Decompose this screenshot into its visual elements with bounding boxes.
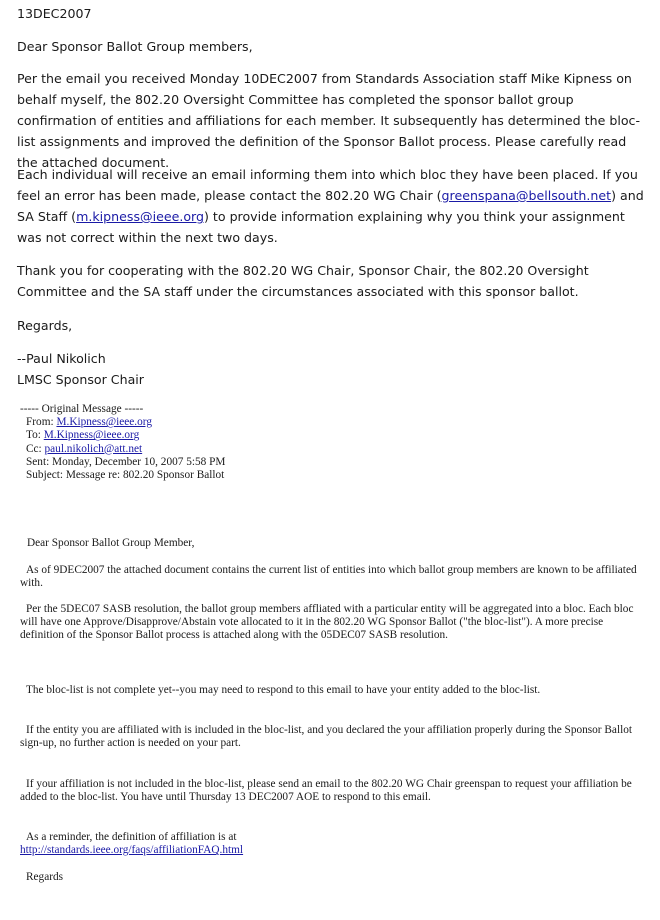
letter-paragraph-3: Thank you for cooperating with the 802.20 WG Chair, Sponsor Chair, the 802.20 Oversight Committee and the SA staff under the circumstances associated with this sponsor ballot. — [17, 263, 589, 299]
header-sent: Sent: Monday, December 10, 2007 5:58 PM — [26, 455, 226, 468]
header-from — [20, 416, 640, 429]
chair-email-link[interactable]: greenspana@bellsouth.net — [441, 188, 612, 203]
letter-paragraph-1: Per the email you received Monday 10DEC2007 from Standards Association staff Mike Kipness on behalf myself, the 802.20 Oversight Committee has completed the sponsor ballot group confirmation of entities and affiliations for each member. It subsequently has determined the bloc-list assignments and improved the definition of the Sponsor Ballot process. Please carefully read the attached document. — [17, 71, 640, 170]
cc-label: Cc: — [26, 442, 45, 455]
header-subject: Subject: Message re: 802.20 Sponsor Ballot — [26, 469, 225, 482]
header-to — [20, 429, 640, 442]
original-paragraph-3: The bloc-list is not complete yet--you may need to respond to this email to have your entity added to the bloc-list. — [26, 684, 541, 696]
letter-p2-text-b: ) and SA Staff ( — [17, 188, 644, 224]
letter-salutation: Dear Sponsor Ballot Group members, — [17, 39, 253, 54]
original-closing: Regards — [26, 871, 64, 883]
original-paragraph-6 — [20, 831, 640, 857]
signature-block — [17, 348, 647, 390]
signature-title: LMSC Sponsor Chair — [17, 372, 144, 387]
signature-name: --Paul Nikolich — [17, 351, 106, 366]
letter-regards: Regards, — [17, 318, 73, 333]
letter-date: 13DEC2007 — [17, 6, 92, 21]
letter-p2-text-c: ) to provide information explaining why you think your assignment was not correct within the next two days. — [17, 209, 625, 245]
letter-p2-text-a: Each individual will receive an email informing them into which bloc they have been placed. If you feel an error has been made, please contact the 802.20 WG Chair ( — [17, 167, 638, 203]
cc-email-link[interactable]: paul.nikolich@att.net — [44, 442, 143, 455]
from-label: From: — [26, 416, 57, 429]
original-paragraph-2: Per the 5DEC07 SASB resolution, the ballot group members affliated with a particular entity will be aggregated into a bloc. Each bloc will have one Approve/Disapprove/Abstain vote allocated to it in the 802.20 WG Sponsor Ballot ("the bloc-list"). A more precise definition of the Sponsor Ballot process is attached along with the 05DEC07 SASB resolution. — [20, 603, 634, 642]
affiliation-faq-link[interactable]: http://standards.ieee.org/faqs/affiliationFAQ.html — [20, 844, 244, 857]
original-message-divider: ----- Original Message ----- — [20, 403, 144, 415]
original-paragraph-5: If your affiliation is not included in the bloc-list, please send an email to the 802.20 WG Chair greenspan to request your affiliation be added to the bloc-list. You have until Thursday 13 DEC2007 AOE to respond to this email. — [20, 778, 632, 804]
original-paragraph-4: If the entity you are affiliated with is included in the bloc-list, and you declared the your affiliation properly during the Sponsor Ballot sign-up, no further action is needed on your part. — [20, 724, 633, 750]
from-email-link[interactable]: M.Kipness@ieee.org — [56, 416, 152, 429]
original-message-header — [20, 403, 640, 482]
affiliation-reminder-text: As a reminder, the definition of affiliation is at — [26, 831, 237, 843]
to-email-link[interactable]: M.Kipness@ieee.org — [43, 429, 140, 442]
header-cc — [20, 443, 640, 456]
original-greeting: Dear Sponsor Ballot Group Member, — [27, 537, 195, 549]
sa-staff-email-link[interactable]: m.kipness@ieee.org — [76, 209, 204, 224]
letter-paragraph-2 — [17, 164, 647, 248]
original-paragraph-1: As of 9DEC2007 the attached document contains the current list of entities into which ballot group members are known to be affiliated with. — [20, 564, 637, 590]
to-label: To: — [26, 429, 44, 442]
